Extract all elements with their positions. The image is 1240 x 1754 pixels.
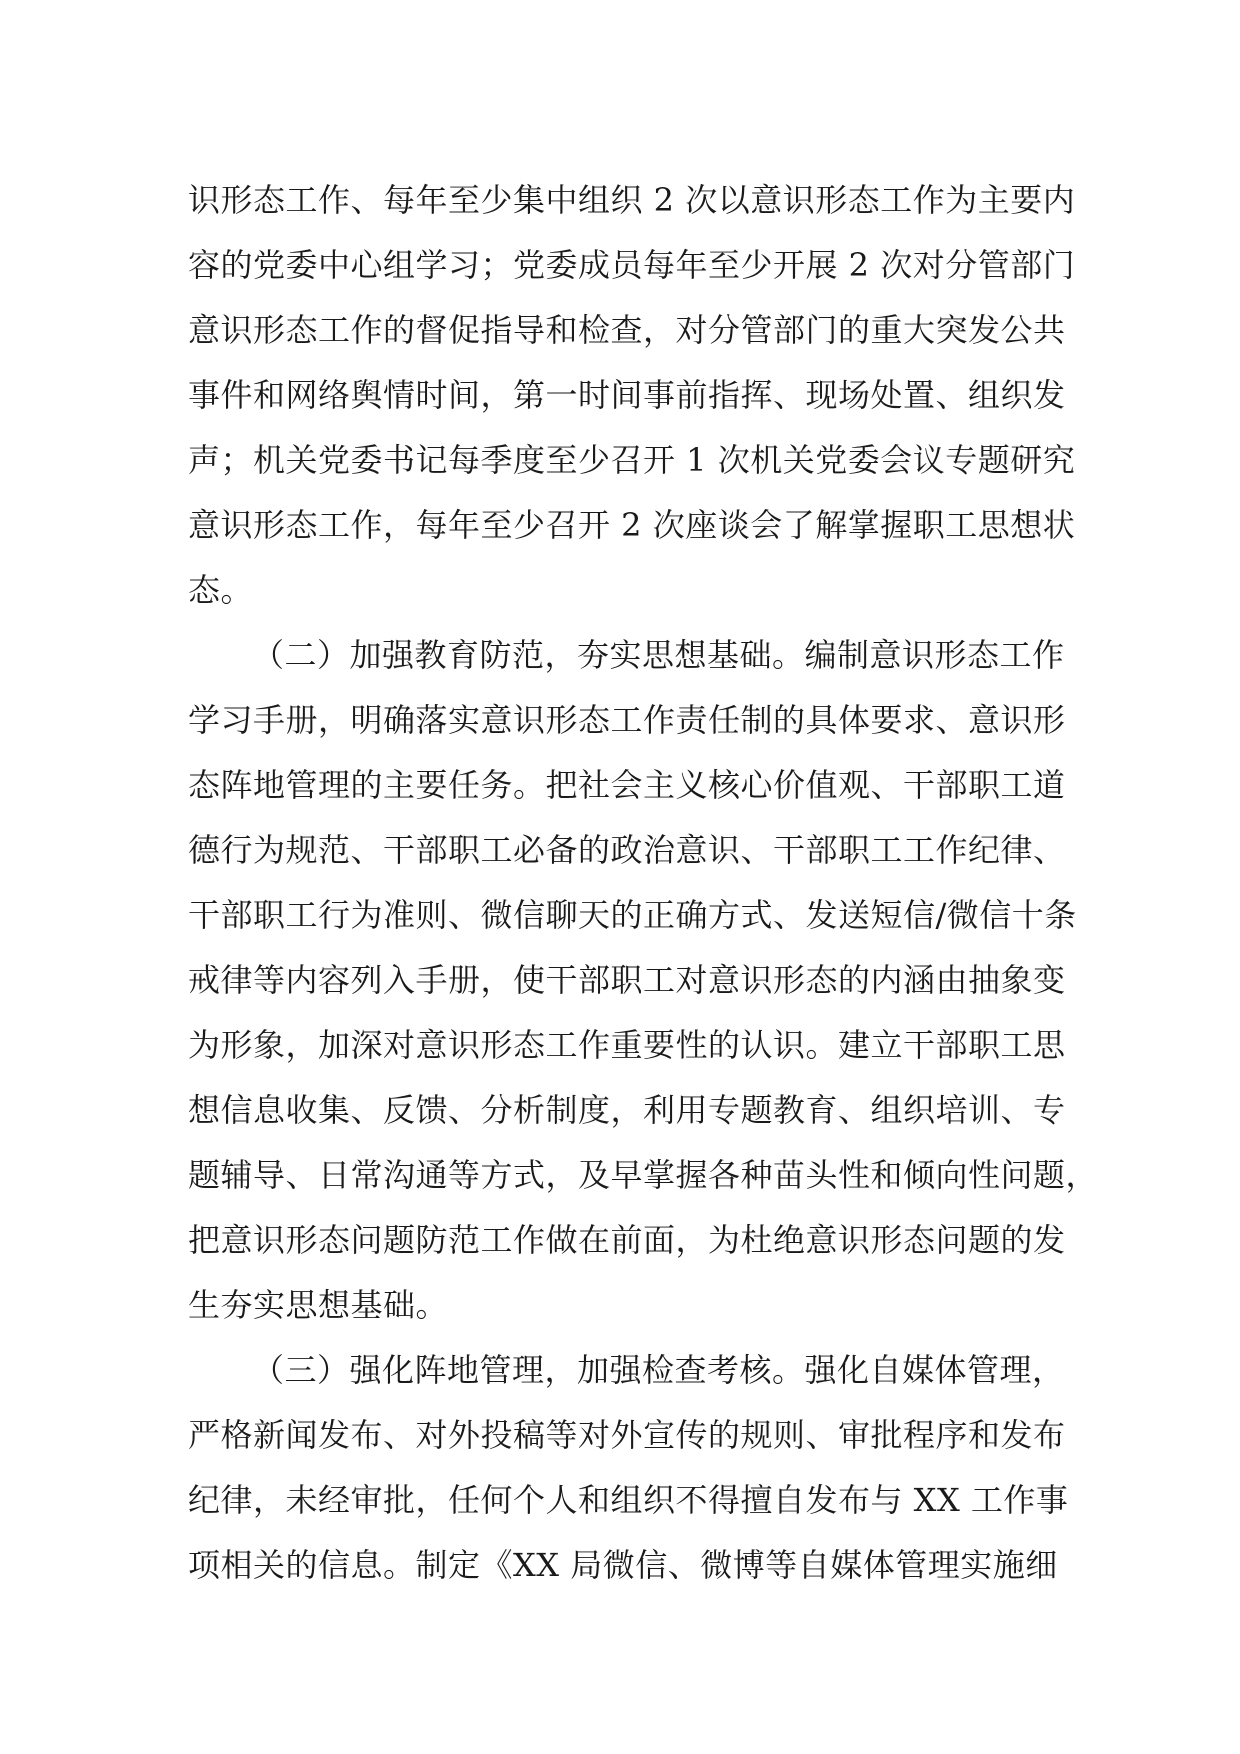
text-line: 识形态工作、每年至少集中组织 2 次以意识形态工作为主要内 <box>188 181 1076 219</box>
text-line: 事件和网络舆情时间，第一时间事前指挥、现场处置、组织发 <box>188 376 1066 414</box>
text-line: 德行为规范、干部职工必备的政治意识、干部职工工作纪律、 <box>188 831 1066 869</box>
text-line: 态。 <box>188 571 254 609</box>
text-line: 为形象，加深对意识形态工作重要性的认识。建立干部职工思 <box>188 1026 1066 1064</box>
text-line: 纪律，未经审批，任何个人和组织不得擅自发布与 XX 工作事 <box>188 1481 1069 1519</box>
section-heading-line: （三）强化阵地管理，加强检查考核。强化自媒体管理， <box>252 1351 1065 1389</box>
text-line: 严格新闻发布、对外投稿等对外宣传的规则、审批程序和发布 <box>188 1416 1066 1454</box>
text-line: 态阵地管理的主要任务。把社会主义核心价值观、干部职工道 <box>188 766 1066 804</box>
text-line: 戒律等内容列入手册，使干部职工对意识形态的内涵由抽象变 <box>188 961 1066 999</box>
text-line: 生夯实思想基础。 <box>188 1286 449 1324</box>
text-line: 题辅导、日常沟通等方式，及早掌握各种苗头性和倾向性问题， <box>188 1156 1099 1194</box>
text-line: 想信息收集、反馈、分析制度，利用专题教育、组织培训、专 <box>188 1091 1066 1129</box>
section-heading-line: （二）加强教育防范，夯实思想基础。编制意识形态工作 <box>252 636 1065 674</box>
text-line: 声；机关党委书记每季度至少召开 1 次机关党委会议专题研究 <box>188 441 1076 479</box>
text-line: 意识形态工作，每年至少召开 2 次座谈会了解掌握职工思想状 <box>188 506 1076 544</box>
text-line: 容的党委中心组学习；党委成员每年至少开展 2 次对分管部门 <box>188 246 1076 284</box>
text-line: 干部职工行为准则、微信聊天的正确方式、发送短信/微信十条 <box>188 896 1077 934</box>
document-body <box>188 168 1099 1598</box>
text-line: 学习手册，明确落实意识形态工作责任制的具体要求、意识形 <box>188 701 1066 739</box>
text-line: 项相关的信息。制定《XX 局微信、微博等自媒体管理实施细 <box>188 1546 1058 1584</box>
text-line: 意识形态工作的督促指导和检查，对分管部门的重大突发公共 <box>188 311 1066 349</box>
text-line: 把意识形态问题防范工作做在前面，为杜绝意识形态问题的发 <box>188 1221 1066 1259</box>
